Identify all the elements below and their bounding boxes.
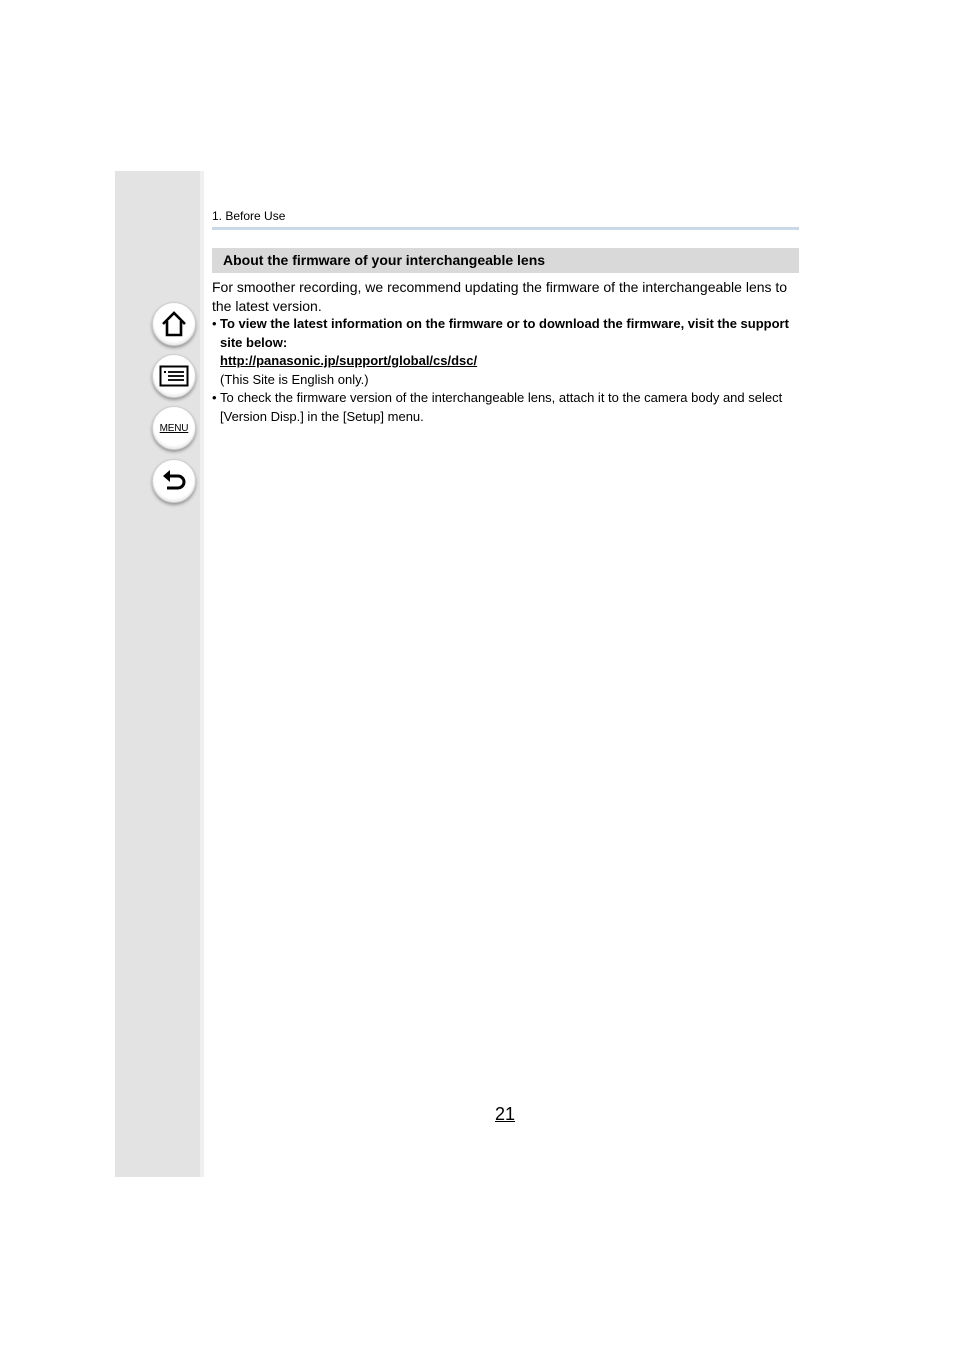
support-site-link[interactable]: http://panasonic.jp/support/global/cs/dsc/ [220, 353, 478, 368]
back-icon [160, 468, 188, 494]
menu-icon: MENU [159, 422, 189, 434]
bullet-marker: • [212, 316, 217, 331]
bullet-note: (This Site is English only.) [220, 371, 369, 387]
breadcrumb: 1. Before Use [212, 209, 286, 223]
menu-button[interactable] [152, 406, 196, 450]
bullet-item [212, 389, 802, 426]
intro-paragraph: For smoother recording, we recommend updating the firmware of the interchangeable lens to the latest version. [212, 279, 788, 314]
bullet-marker: • [212, 390, 217, 405]
bullet-item [212, 315, 802, 389]
header-divider [212, 227, 799, 230]
back-button[interactable] [152, 459, 196, 503]
home-icon [160, 310, 188, 338]
bullet-text: To view the latest information on the firmware or to download the firmware, visit the support site below: [220, 316, 789, 350]
contents-list-icon [159, 365, 189, 387]
sidebar-edge [200, 171, 204, 1177]
contents-button[interactable] [152, 354, 196, 398]
home-button[interactable] [152, 302, 196, 346]
page-number: 21 [495, 1104, 516, 1124]
bullet-text: To check the firmware version of the interchangeable lens, attach it to the camera body and select [Version Disp.] in the [Setup] menu. [220, 390, 783, 424]
section-header [212, 248, 799, 273]
section-title: About the firmware of your interchangeable lens [223, 252, 546, 268]
